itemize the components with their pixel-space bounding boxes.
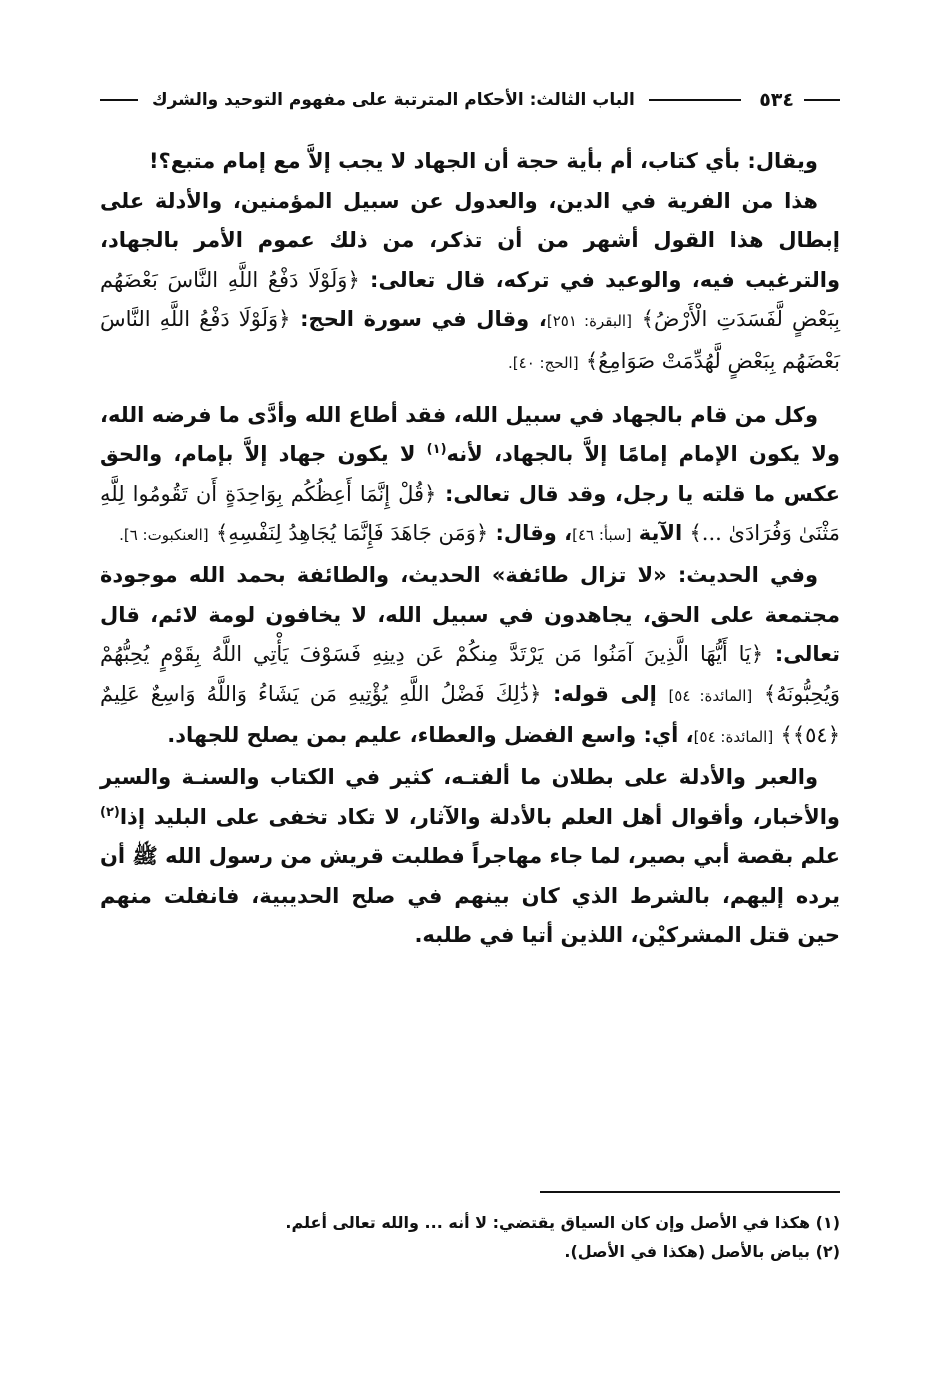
- header-rule-start: [804, 99, 840, 101]
- footnote-marker-1[interactable]: (١): [426, 442, 447, 458]
- paragraph-1-text: ويقال: بأي كتاب، أم بأية حجة أن الجهاد لا يجب إلاَّ مع إمام متبع؟!: [148, 149, 818, 173]
- paragraph-5-text-a: والعبر والأدلة على بطلان ما ألفتـه، كثير في الكتاب والسنـة والسير والأخبار، وأقوال أهل العلم بالأدلة والآثار، لا تكاد تخفى على البليد إذا: [100, 764, 840, 829]
- quran-verse-ankabut: ﴿وَمَن جَاهَدَ فَإِنَّمَا يُجَاهِدُ لِنَفْسِهِ﴾: [215, 521, 489, 546]
- footnote-marker-2[interactable]: (٢): [100, 804, 120, 820]
- verse-ref-ankabut: [العنكبوت: ٦].: [119, 526, 209, 545]
- quran-verse-hajj: ﴿وَلَوْلَا دَفْعُ اللَّهِ النَّاسَ بَعْضَهُم بِبَعْضٍ لَّهُدِّمَتْ صَوَامِعُ﴾: [100, 307, 840, 373]
- paragraph-4-text-b: إلى قوله:: [541, 681, 669, 706]
- main-text: [100, 142, 840, 956]
- running-header: [100, 82, 840, 118]
- page-number: ٥٣٤: [759, 89, 794, 111]
- paragraph-2: [100, 182, 840, 384]
- paragraph-2-text-b: ، وقال في سورة الحج:: [290, 307, 547, 332]
- quran-verse-baqarah: ﴿وَلَوْلَا دَفْعُ اللَّهِ النَّاسَ بَعْضَهُم بِبَعْضٍ لَّفَسَدَتِ الْأَرْضُ﴾: [100, 267, 841, 332]
- verse-ref-maidah-2: [المائدة: ٥٤]: [693, 728, 774, 747]
- footnote-2: (٢) بياض بالأصل (هكذا في الأصل).: [564, 1242, 840, 1261]
- quran-verse-maidah-1: ﴿يَا أَيُّهَا الَّذِينَ آمَنُوا مَن يَرْتَدَّ مِنكُمْ عَن دِينِهِ فَسَوْفَ يَأْتِي اللَّهُ بِقَوْمٍ يُحِبُّهُمْ وَيُحِبُّونَهُ﴾: [100, 642, 841, 706]
- paragraph-3-text-d: ، وقال:: [488, 521, 573, 546]
- paragraph-4-text-c: ، أي: واسع الفضل والعطاء، عليم بمن يصلح للجهاد.: [167, 723, 694, 748]
- book-page: [100, 70, 840, 1370]
- paragraph-5: [100, 758, 840, 956]
- header-rule-end: [100, 99, 138, 101]
- verse-ref-baqarah: [البقرة: ٢٥١]: [546, 312, 632, 331]
- paragraph-3-text-c: الآية: [631, 521, 690, 546]
- header-rule-middle: [649, 99, 741, 101]
- running-title: الباب الثالث: الأحكام المترتبة على مفهوم التوحيد والشرك: [152, 90, 635, 110]
- paragraph-3-text-a: وكل من قام بالجهاد في سبيل الله، فقد أطاع الله وأدَّى ما فرضه الله، ولا يكون الإمام إمامًا إلاَّ بالجهاد، لأنه: [100, 402, 840, 467]
- paragraph-3: [100, 396, 840, 556]
- paragraph-2-text-a: هذا من الفرية في الدين، والعدول عن سبيل المؤمنين، والأدلة على إبطال هذا القول أشهر من أن تذكر، من ذلك عموم الأمر بالجهاد، والترغيب فيه، والوعيد في تركه، قال تعالى:: [100, 188, 841, 292]
- quran-verse-maidah-2: ﴿ذَٰلِكَ فَضْلُ اللَّهِ يُؤْتِيهِ مَن يَشَاءُ وَاللَّهُ وَاسِعٌ عَلِيمٌ ﴿٥٤﴾﴾: [100, 681, 840, 748]
- footnote-1: (١) هكذا في الأصل وإن كان السياق يقتضي: لا أنه ... والله تعالى أعلم.: [285, 1213, 840, 1232]
- quran-verse-saba: ﴿قُلْ إِنَّمَا أَعِظُكُم بِوَاحِدَةٍ أَن تَقُومُوا لِلَّهِ مَثْنَىٰ وَفُرَادَىٰ ...﴾: [100, 481, 840, 546]
- verse-ref-saba: [سبأ: ٤٦]: [572, 526, 632, 545]
- paragraph-3-text-b: لا يكون جهاد إلاَّ بإمام، والحق عكس ما قلته يا رجل، وقد قال تعالى:: [100, 442, 840, 506]
- verse-ref-maidah-1: [المائدة: ٥٤]: [668, 686, 753, 705]
- paragraph-1: [100, 142, 840, 182]
- paragraph-4-text-a: وفي الحديث: «لا تزال طائفة» الحديث، والطائفة بحمد الله موجودة مجتمعة على الحق، يجاهدون في سبيل الله، لا يخافون لومة لائم، قال تعالى:: [100, 562, 840, 667]
- paragraph-4: [100, 556, 840, 758]
- paragraph-5-text-b: علم بقصة أبي بصير، لما جاء مهاجراً فطلبت قريش من رسول الله ﷺ أن يرده إليهم، بالشرط الذي كان بينهم في صلح الحديبية، فانفلت منهم حين قتل المشركيْن، اللذين أتيا في طلبه.: [99, 844, 840, 948]
- footnote-separator: [540, 1191, 840, 1193]
- footnotes: [100, 1208, 840, 1266]
- verse-ref-hajj: [الحج: ٤٠].: [508, 353, 579, 372]
